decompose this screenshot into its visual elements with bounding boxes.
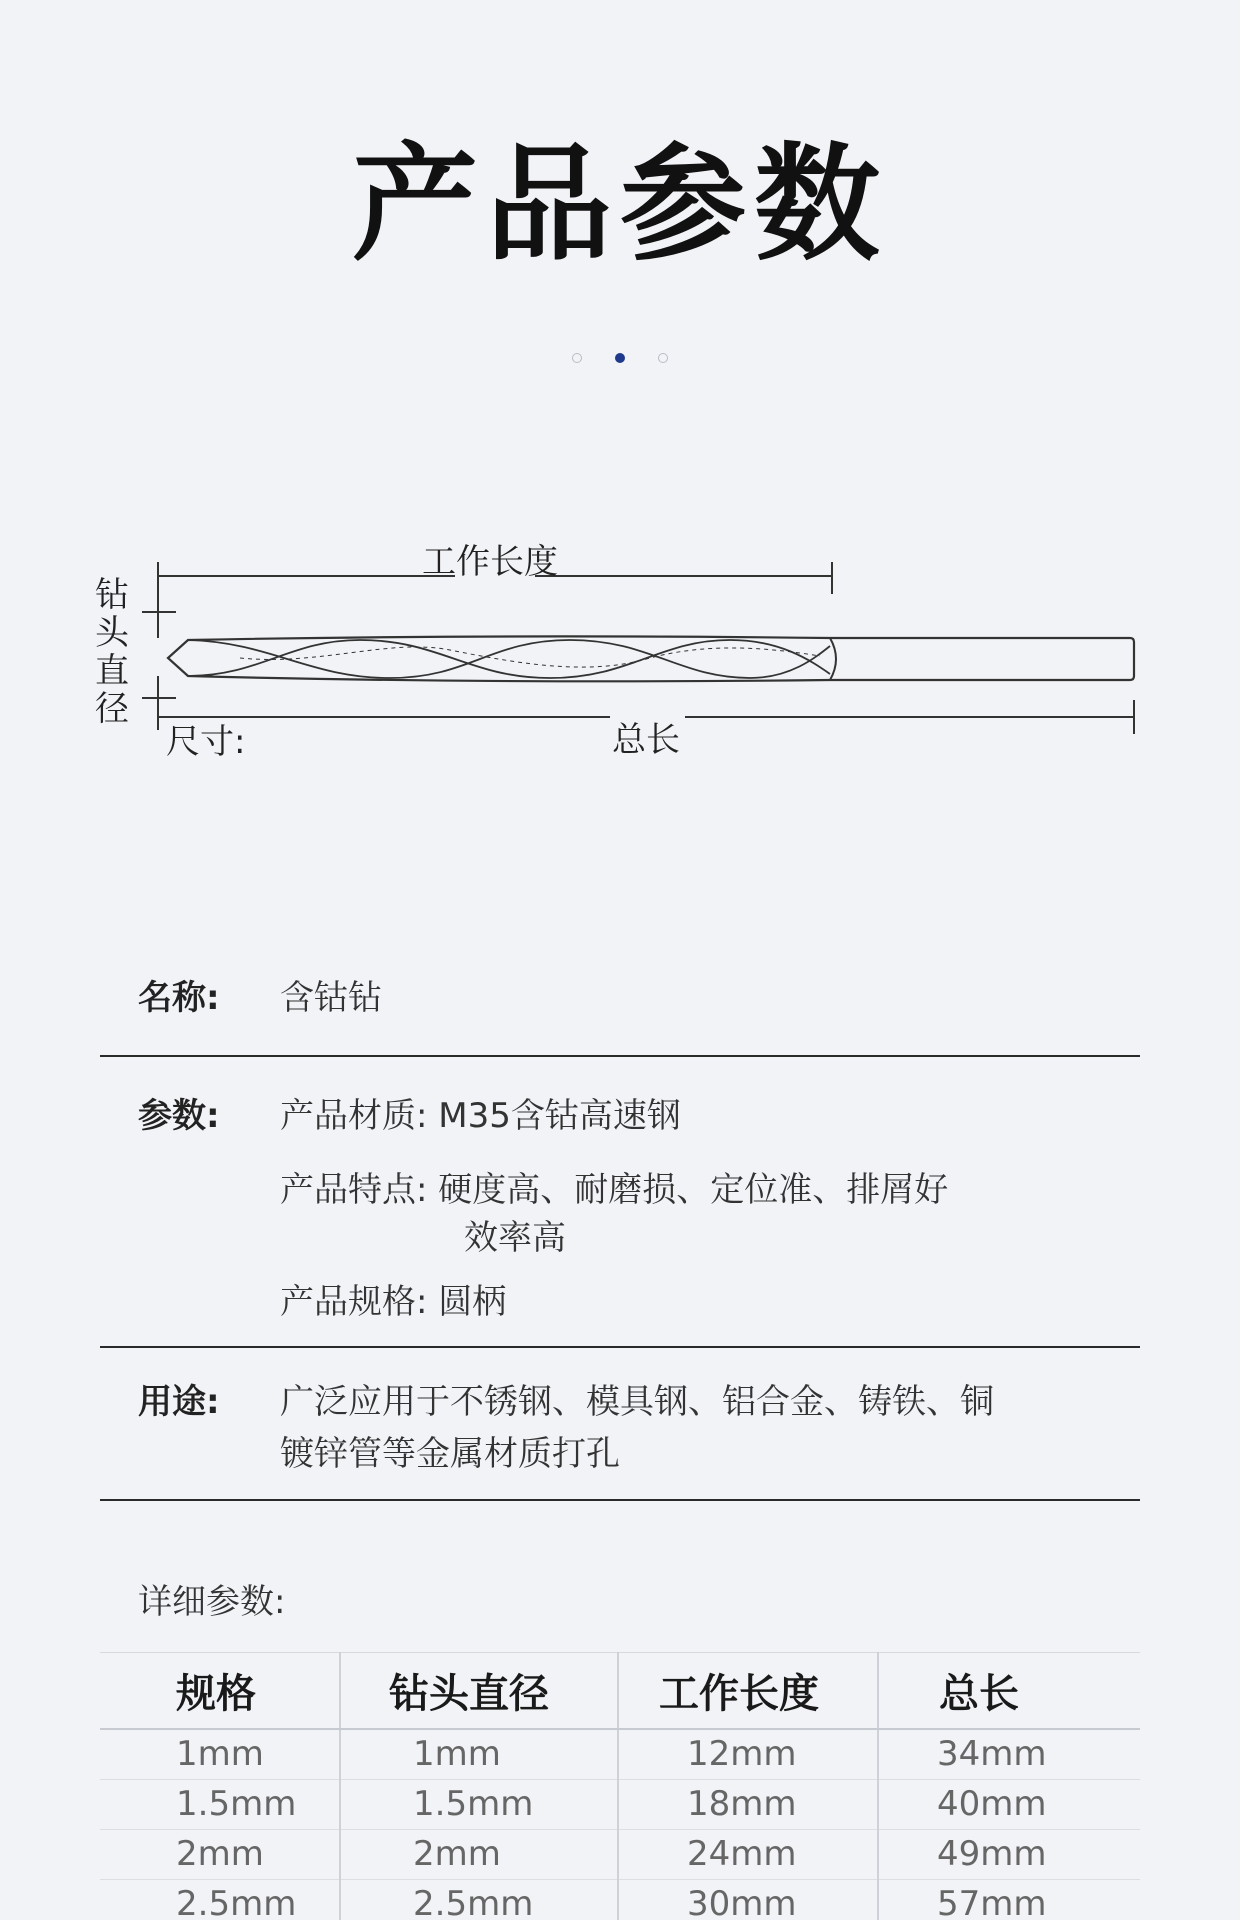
cell-spec: 1.5mm xyxy=(100,1779,340,1829)
pagination-dots xyxy=(0,347,1240,359)
diameter-label-char-2: 头 xyxy=(95,613,129,653)
spec-table-header-row xyxy=(100,1653,1140,1729)
drill-bit-diagram xyxy=(90,530,1150,770)
pagination-dot-1[interactable] xyxy=(572,353,582,363)
detail-params-title: 详细参数: xyxy=(138,1582,286,1622)
cell-drill-diameter: 2.5mm xyxy=(340,1879,618,1920)
cell-spec: 2.5mm xyxy=(100,1879,340,1920)
cell-working-length: 30mm xyxy=(618,1879,878,1920)
name-value: 含钴钻 xyxy=(280,978,382,1018)
header-total-length: 总长 xyxy=(878,1653,1140,1729)
divider-1 xyxy=(100,1055,1140,1057)
table-row xyxy=(100,1729,1140,1780)
cell-drill-diameter: 1mm xyxy=(340,1729,618,1780)
cell-total-length: 40mm xyxy=(878,1779,1140,1829)
table-row xyxy=(100,1879,1140,1920)
table-row xyxy=(100,1779,1140,1829)
usage-label: 用途: xyxy=(138,1382,220,1422)
cell-working-length: 24mm xyxy=(618,1829,878,1879)
spec-table xyxy=(100,1652,1140,1920)
working-length-label: 工作长度 xyxy=(422,542,558,582)
cell-total-length: 49mm xyxy=(878,1829,1140,1879)
drill-body-outline xyxy=(168,636,1134,681)
cell-total-length: 57mm xyxy=(878,1879,1140,1920)
page-title: 产品参数 xyxy=(352,131,888,278)
info-params-row xyxy=(100,1092,1140,1322)
name-label: 名称: xyxy=(138,978,220,1018)
pagination-dot-2-active[interactable] xyxy=(615,353,625,363)
shank-boundary xyxy=(830,638,836,680)
cell-working-length: 18mm xyxy=(618,1779,878,1829)
features-text-line-1: 产品特点: 硬度高、耐磨损、定位准、排屑好 xyxy=(280,1170,949,1210)
spec-text: 产品规格: 圆柄 xyxy=(280,1282,507,1322)
cell-spec: 1mm xyxy=(100,1729,340,1780)
features-text-line-2: 效率高 xyxy=(464,1218,566,1258)
cell-total-length: 34mm xyxy=(878,1729,1140,1780)
diameter-label-char-3: 直 xyxy=(95,651,129,691)
flute-line-1 xyxy=(188,640,830,678)
cell-drill-diameter: 2mm xyxy=(340,1829,618,1879)
info-usage-row xyxy=(100,1378,1140,1488)
size-label: 尺寸: xyxy=(166,722,246,762)
header-working-length: 工作长度 xyxy=(618,1653,878,1729)
usage-text-line-1: 广泛应用于不锈钢、模具钢、铝合金、铸铁、铜 xyxy=(280,1382,994,1422)
usage-text-line-2: 镀锌管等金属材质打孔 xyxy=(280,1434,620,1474)
header-spec: 规格 xyxy=(100,1653,340,1729)
header-drill-diameter: 钻头直径 xyxy=(340,1653,618,1729)
pagination-dot-3[interactable] xyxy=(658,353,668,363)
cell-working-length: 12mm xyxy=(618,1729,878,1780)
diameter-label-char-1: 钻 xyxy=(95,575,129,615)
material-text: 产品材质: M35含钴高速钢 xyxy=(280,1096,681,1136)
divider-3 xyxy=(100,1499,1140,1501)
diameter-label-char-4: 径 xyxy=(95,689,129,729)
flute-dashed-line xyxy=(240,647,820,667)
cell-spec: 2mm xyxy=(100,1829,340,1879)
info-name-row xyxy=(100,974,1140,1034)
divider-2 xyxy=(100,1346,1140,1348)
table-row xyxy=(100,1829,1140,1879)
params-label: 参数: xyxy=(138,1096,220,1136)
cell-drill-diameter: 1.5mm xyxy=(340,1779,618,1829)
total-length-label: 总长 xyxy=(612,720,680,760)
